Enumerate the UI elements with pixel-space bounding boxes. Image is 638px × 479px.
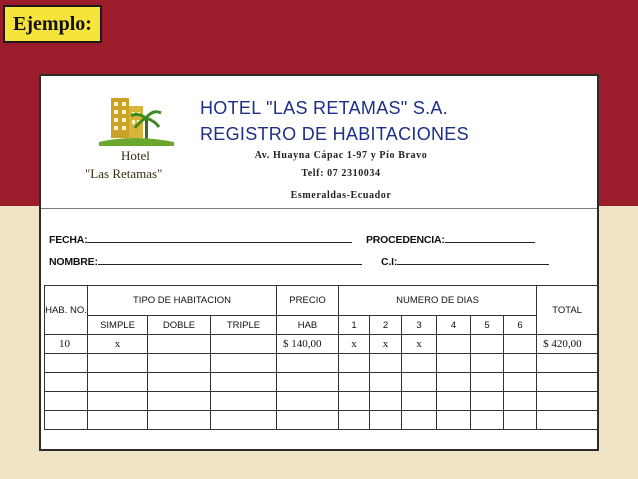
table-cell[interactable]	[437, 354, 471, 373]
fecha-field	[49, 234, 352, 246]
day-4-header: 4	[437, 316, 471, 335]
table-cell[interactable]	[370, 392, 402, 411]
table-cell[interactable]: x	[339, 335, 370, 354]
table-cell[interactable]	[402, 411, 437, 430]
table-cell[interactable]	[370, 373, 402, 392]
form-subtitle: REGISTRO DE HABITACIONES	[200, 124, 469, 144]
table-cell[interactable]	[471, 373, 504, 392]
triple-header: TRIPLE	[211, 316, 277, 335]
total-header: TOTAL	[537, 286, 598, 335]
table-cell[interactable]	[88, 354, 148, 373]
hab-no-header: HAB. NO.	[45, 286, 88, 335]
table-cell[interactable]	[45, 373, 88, 392]
table-cell[interactable]	[148, 373, 211, 392]
table-cell[interactable]	[277, 373, 339, 392]
table-cell[interactable]: x	[402, 335, 437, 354]
table-cell[interactable]: x	[370, 335, 402, 354]
ci-field	[381, 256, 549, 268]
table-cell[interactable]: $ 140,00	[277, 335, 339, 354]
table-cell[interactable]	[339, 354, 370, 373]
table-cell[interactable]	[504, 354, 537, 373]
table-row	[45, 373, 598, 392]
table-cell[interactable]	[148, 411, 211, 430]
day-1-header: 1	[339, 316, 370, 335]
logo-text-hotel: Hotel	[121, 148, 150, 163]
procedencia-label: PROCEDENCIA:	[366, 234, 445, 246]
table-cell[interactable]	[277, 354, 339, 373]
day-2-header: 2	[370, 316, 402, 335]
hotel-logo	[79, 94, 189, 186]
ci-label: C.I:	[381, 256, 398, 268]
example-badge: Ejemplo:	[3, 5, 102, 43]
table-cell[interactable]	[437, 373, 471, 392]
table-cell[interactable]	[277, 392, 339, 411]
table-cell[interactable]	[471, 335, 504, 354]
table-cell[interactable]	[88, 373, 148, 392]
table-row	[45, 411, 598, 430]
table-cell[interactable]	[211, 392, 277, 411]
table-cell[interactable]	[402, 354, 437, 373]
table-cell[interactable]	[504, 411, 537, 430]
table-cell[interactable]	[471, 411, 504, 430]
simple-header: SIMPLE	[88, 316, 148, 335]
precio-header: PRECIO	[277, 286, 339, 316]
table-cell[interactable]	[471, 354, 504, 373]
table-cell[interactable]	[45, 354, 88, 373]
table-cell[interactable]	[437, 392, 471, 411]
nombre-line[interactable]	[98, 256, 362, 265]
table-cell[interactable]	[471, 392, 504, 411]
tipo-header: TIPO DE HABITACION	[88, 286, 277, 316]
table-row	[45, 335, 598, 354]
numero-dias-header: NUMERO DE DIAS	[339, 286, 537, 316]
table-cell[interactable]	[504, 373, 537, 392]
table-cell[interactable]	[45, 392, 88, 411]
procedencia-field	[366, 234, 535, 246]
table-cell[interactable]	[437, 335, 471, 354]
day-5-header: 5	[471, 316, 504, 335]
table-cell[interactable]	[339, 373, 370, 392]
table-cell[interactable]	[339, 392, 370, 411]
table-cell[interactable]: $ 420,00	[537, 335, 598, 354]
table-cell[interactable]	[370, 354, 402, 373]
registration-form	[39, 74, 599, 451]
address-city: Esmeraldas-Ecuador	[290, 190, 392, 201]
table-cell[interactable]: x	[88, 335, 148, 354]
table-cell[interactable]	[148, 354, 211, 373]
doble-header: DOBLE	[148, 316, 211, 335]
table-cell[interactable]	[211, 373, 277, 392]
nombre-label: NOMBRE:	[49, 256, 98, 268]
table-cell[interactable]	[211, 411, 277, 430]
table-cell[interactable]	[88, 392, 148, 411]
table-cell[interactable]	[211, 335, 277, 354]
precio-hab-header: HAB	[277, 316, 339, 335]
table-cell[interactable]	[537, 354, 598, 373]
table-cell[interactable]	[277, 411, 339, 430]
table-cell[interactable]	[148, 335, 211, 354]
fecha-label: FECHA:	[49, 234, 88, 246]
address-street: Av. Huayna Cápac 1-97 y Pío Bravo	[254, 150, 428, 161]
table-row	[45, 392, 598, 411]
table-cell[interactable]	[339, 411, 370, 430]
table-cell[interactable]	[537, 411, 598, 430]
day-6-header: 6	[504, 316, 537, 335]
table-cell[interactable]	[88, 411, 148, 430]
table-cell[interactable]	[537, 373, 598, 392]
logo-text-name: "Las Retamas"	[85, 166, 163, 181]
nombre-field	[49, 256, 362, 268]
table-cell[interactable]	[537, 392, 598, 411]
table-cell[interactable]	[402, 392, 437, 411]
ci-line[interactable]	[397, 256, 549, 265]
table-cell[interactable]	[402, 373, 437, 392]
table-cell[interactable]	[45, 411, 88, 430]
table-cell[interactable]	[370, 411, 402, 430]
form-header	[41, 76, 597, 209]
rooms-table	[44, 285, 598, 430]
table-cell[interactable]: 10	[45, 335, 88, 354]
table-cell[interactable]	[504, 335, 537, 354]
hotel-title: HOTEL "LAS RETAMAS" S.A.	[200, 98, 449, 118]
fecha-line[interactable]	[87, 234, 352, 243]
table-cell[interactable]	[148, 392, 211, 411]
table-cell[interactable]	[437, 411, 471, 430]
table-cell[interactable]	[504, 392, 537, 411]
address-phone: Telf: 07 2310034	[301, 168, 381, 179]
table-cell[interactable]	[211, 354, 277, 373]
day-3-header: 3	[402, 316, 437, 335]
procedencia-line[interactable]	[445, 234, 535, 243]
table-row	[45, 354, 598, 373]
